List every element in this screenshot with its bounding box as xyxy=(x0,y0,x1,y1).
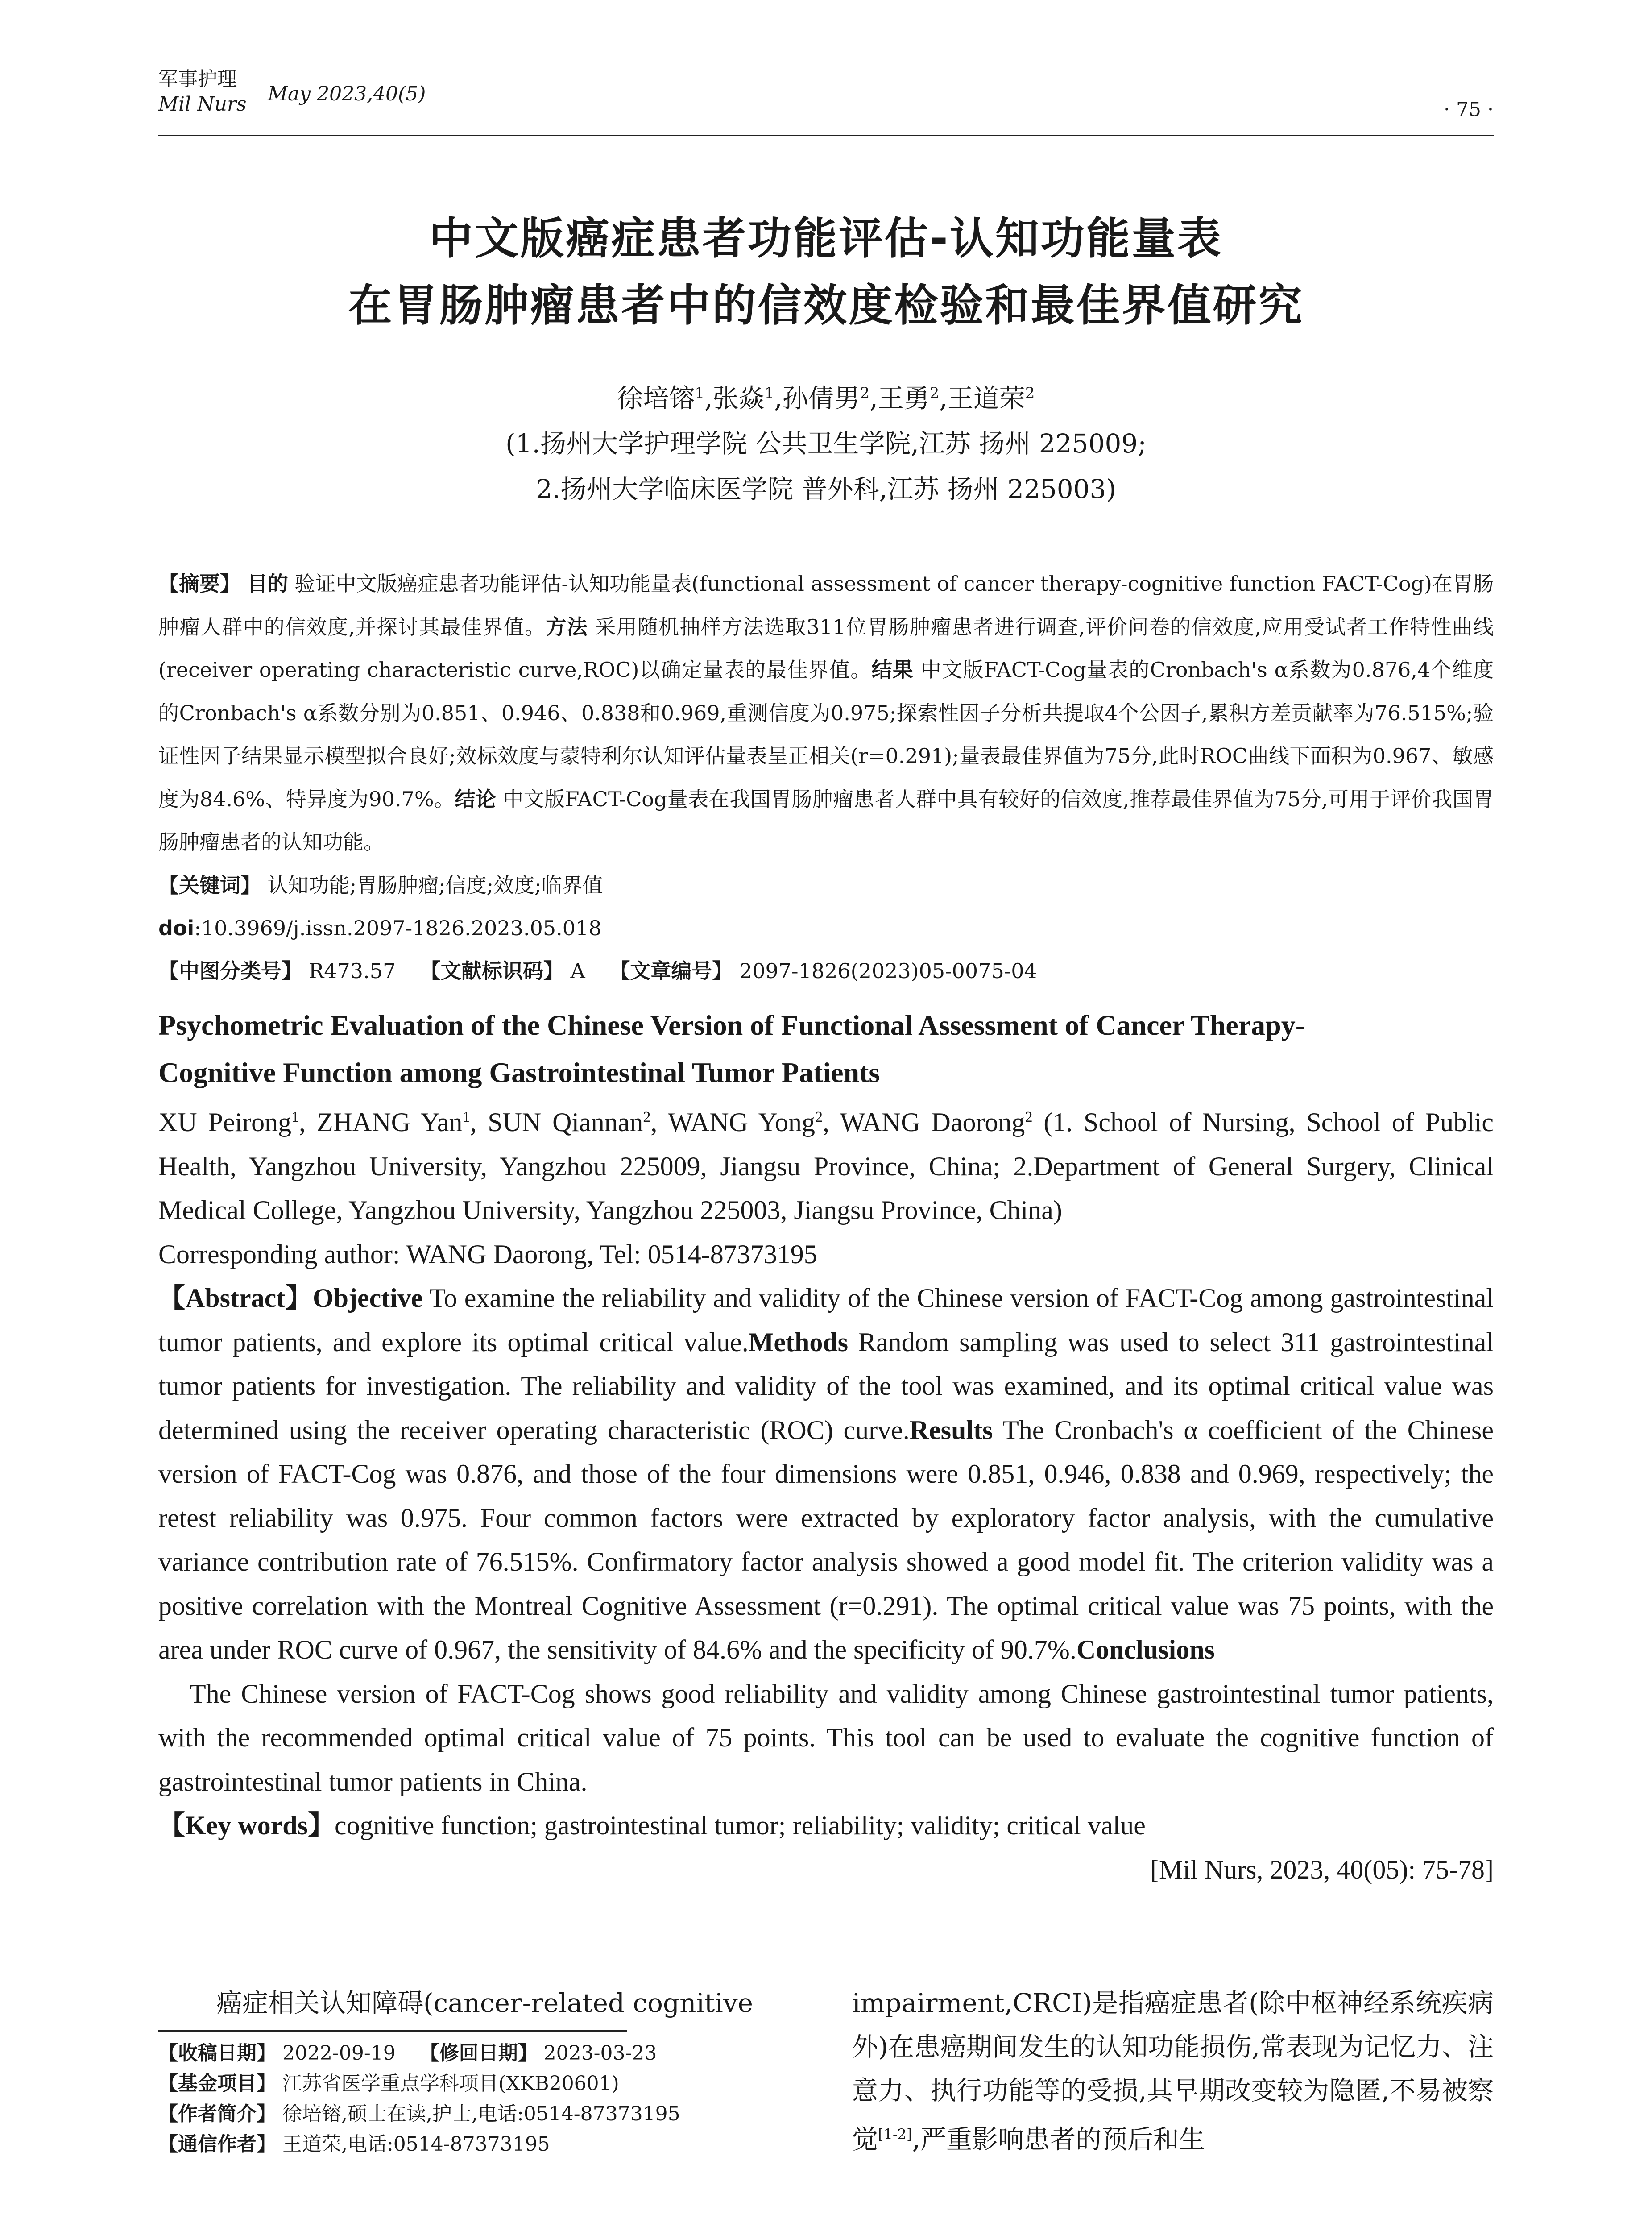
funding-line xyxy=(158,2069,828,2099)
journal-name xyxy=(158,67,247,117)
citation: [Mil Nurs, 2023, 40(05): 75-78] xyxy=(1150,1854,1494,1884)
keywords-en xyxy=(158,1804,1494,1848)
affiliations-en: (1. School of Nursing, School of Public Health, Yangzhou University, Yangzhou 225009, Jiangsu Province, China; 2.Department of General Surgery, Clinical Medical College, Yangzhou University, Yangzhou 225003, Jiangsu Province, China) xyxy=(158,1107,1494,1225)
title-line-1: 中文版癌症患者功能评估-认知功能量表 xyxy=(429,213,1223,264)
body-right-column xyxy=(852,1981,1494,2161)
revised-label: 【修回日期】 xyxy=(419,2042,538,2065)
author-sup: 2 xyxy=(929,384,940,402)
english-title-line-1: Psychometric Evaluation of the Chinese Version of Functional Assessment of Cancer Therapy- xyxy=(158,1009,1305,1041)
dates-line xyxy=(158,2038,828,2069)
objective-text: 验证中文版癌症患者功能评估-认知功能量表(functional assessment of cancer therapy-cognitive function FACT-Cog)在胃肠肿瘤人群中的信效度,并探讨其最佳界值。 xyxy=(158,572,1494,639)
author-en: WANG Yong xyxy=(668,1107,815,1137)
keywords-en-text: cognitive function; gastrointestinal tumor; reliability; validity; critical value xyxy=(334,1811,1146,1840)
reference-marker: [1-2] xyxy=(878,2126,912,2143)
english-title xyxy=(158,1002,1494,1096)
results-label: 结果 xyxy=(871,658,914,682)
keywords-en-label: 【Key words】 xyxy=(158,1811,335,1840)
author-name: 王道荣 xyxy=(947,383,1025,414)
author-en-sup: 2 xyxy=(1025,1109,1033,1125)
authors-en: XU Peirong$^1$, ZHANG Yan$^1$, SUN Qiannan$^2$, WANG Yong$^2$, WANG Daorong$^2$ (1. School of Nursing, School of Public Health, Yangzhou University, Yangzhou 225009, Jiangsu Province, China; 2.Department of General Surgery, Clinical Medical College, Yangzhou University, Yangzhou 225003, Jiangsu Province, China) xyxy=(158,1107,1494,1225)
author-name: 徐培镕 xyxy=(617,383,695,414)
results-en-label: Results xyxy=(909,1415,993,1445)
correspondence-line xyxy=(158,2129,828,2160)
author-sup: 2 xyxy=(1025,384,1035,402)
classification-line xyxy=(158,950,1494,992)
author-bio-text: 徐培镕,硕士在读,护士,电话:0514-87373195 xyxy=(282,2102,680,2125)
abstract-cn-label: 【摘要】 xyxy=(158,572,241,596)
funding-text: 江苏省医学重点学科项目(XKB20601) xyxy=(282,2072,619,2095)
article-no-label: 【文章编号】 xyxy=(609,958,733,983)
received-label: 【收稿日期】 xyxy=(158,2042,276,2065)
author-sup: 1 xyxy=(764,384,774,402)
footnotes xyxy=(158,2038,828,2160)
author-en-sup: 2 xyxy=(815,1109,823,1125)
objective-label: 目的 xyxy=(247,572,288,596)
author-name: 王勇 xyxy=(878,383,930,414)
methods-label: 方法 xyxy=(546,614,588,639)
article-title xyxy=(158,205,1494,339)
abstract-cn xyxy=(158,562,1494,992)
doi-line xyxy=(158,907,1494,950)
abstract-en-label: 【Abstract】 xyxy=(158,1283,313,1313)
methods-text: 采用随机抽样方法选取311位胃肠肿瘤患者进行调查,评价问卷的信效度,应用受试者工作特性曲线(receiver operating characteristic curve,ROC)以确定量表的最佳界值。 xyxy=(158,614,1494,682)
author-sup: 2 xyxy=(860,384,870,402)
conclusion-label: 结论 xyxy=(455,787,497,811)
affiliation-1: (1.扬州大学护理学院 公共卫生学院,江苏 扬州 225009; xyxy=(505,428,1147,459)
objective-en-label: Objective xyxy=(313,1283,423,1313)
correspondence-label: 【通信作者】 xyxy=(158,2133,276,2156)
page-number: · 75 · xyxy=(1444,98,1494,121)
abstract-en-block xyxy=(158,1095,1494,1891)
keywords-cn xyxy=(158,864,1494,907)
methods-en-text: Random sampling was used to select 311 gastrointestinal tumor patients for investigation. The reliability and validity of the tool was examined, and its optimal critical value was determined using the receiver operating characteristic (ROC) curve. xyxy=(158,1327,1494,1445)
author-names-cn: 徐培镕$^1$,张焱$^1$,孙倩男$^2$,王勇$^2$,王道荣$^2$ xyxy=(617,383,1035,414)
author-en-sup: 1 xyxy=(291,1109,299,1125)
header-rule xyxy=(158,135,1494,136)
issue-info: May 2023,40(5) xyxy=(268,83,426,105)
author-bio-label: 【作者简介】 xyxy=(158,2102,276,2125)
author-en-sup: 2 xyxy=(643,1109,651,1125)
keywords-cn-label: 【关键词】 xyxy=(158,873,261,897)
cls-value: R473.57 xyxy=(308,958,396,983)
corresponding-author: Corresponding author: WANG Daorong, Tel: 0514-87373195 xyxy=(158,1239,817,1269)
keywords-cn-text: 认知功能;胃肠肿瘤;信度;效度;临界值 xyxy=(267,873,603,897)
author-block-cn xyxy=(158,370,1494,512)
author-en-sup: 1 xyxy=(462,1109,470,1125)
footnote-rule xyxy=(158,2030,627,2032)
conclusions-en-label: Conclusions xyxy=(1076,1635,1215,1664)
results-en-text: The Cronbach's α coefficient of the Chinese version of FACT-Cog was 0.876, and those of the four dimensions were 0.851, 0.946, 0.838 and 0.969, respectively; the retest reliability was 0.975. Four common factors were extracted by exploratory factor analysis, with the cumulative variance contribution rate of 76.515%. Confirmatory factor analysis showed a good model fit. The criterion validity was a positive correlation with the Montreal Cognitive Assessment (r=0.291). The optimal critical value was 75 points, with the area under ROC curve of 0.967, the sensitivity of 84.6% and the specificity of 90.7%. xyxy=(158,1415,1494,1664)
journal-name-en: Mil Nurs xyxy=(158,93,247,116)
objective-en-text: To examine the reliability and validity of the Chinese version of FACT-Cog among gastrointestinal tumor patients, and explore its optimal critical value. xyxy=(158,1283,1494,1357)
cls-label: 【中图分类号】 xyxy=(158,958,302,983)
doc-code-label: 【文献标识码】 xyxy=(420,958,564,983)
doi-label: doi xyxy=(158,916,195,940)
body-right-text: impairment,CRCI)是指癌症患者(除中枢神经系统疾病外)在患癌期间发生的认知功能损伤,常表现为记忆力、注意力、执行功能等的受损,其早期改变较为隐匿,不易被察觉 xyxy=(852,1988,1494,2155)
results-text: 中文版FACT-Cog量表的Cronbach's α系数为0.876,4个维度的Cronbach's α系数分别为0.851、0.946、0.838和0.969,重测信度为0.975;探索性因子分析共提取4个公因子,累积方差贡献率为76.515%;验证性因子结果显示模型拟合良好;效标效度与蒙特利尔认知评估量表呈正相关(r=0.291);量表最佳界值为75分,此时ROC曲线下面积为0.967、敏感度为84.6%、特异度为90.7%。 xyxy=(158,658,1494,811)
abstract-en-body xyxy=(158,1276,1494,1672)
author-name: 孙倩男 xyxy=(782,383,860,414)
author-en: WANG Daorong xyxy=(840,1107,1025,1137)
methods-en-label: Methods xyxy=(748,1327,849,1357)
body-left-column: 癌症相关认知障碍(cancer-related cognitive xyxy=(216,1988,753,2018)
author-bio-line xyxy=(158,2099,828,2129)
author-sup: 1 xyxy=(695,384,705,402)
abstract-cn-body xyxy=(158,562,1494,864)
doc-code-value: A xyxy=(570,958,585,983)
conclusion-text: 中文版FACT-Cog量表在我国胃肠肿瘤患者人群中具有较好的信效度,推荐最佳界值为75分,可用于评价我国胃肠肿瘤患者的认知功能。 xyxy=(158,787,1494,854)
received-date: 2022-09-19 xyxy=(282,2042,396,2065)
revised-date: 2023-03-23 xyxy=(543,2042,657,2065)
author-name: 张焱 xyxy=(712,383,765,414)
english-title-line-2: Cognitive Function among Gastrointestinal Tumor Patients xyxy=(158,1057,880,1088)
title-line-2: 在胃肠肿瘤患者中的信效度检验和最佳界值研究 xyxy=(348,280,1304,331)
author-en: ZHANG Yan xyxy=(316,1107,463,1137)
body-right-text-end: ,严重影响患者的预后和生 xyxy=(912,2124,1205,2155)
article-no-value: 2097-1826(2023)05-0075-04 xyxy=(739,958,1037,983)
correspondence-text: 王道荣,电话:0514-87373195 xyxy=(282,2133,550,2156)
author-en: XU Peirong xyxy=(158,1107,292,1137)
funding-label: 【基金项目】 xyxy=(158,2072,276,2095)
author-en: SUN Qiannan xyxy=(488,1107,643,1137)
doi-text: :10.3969/j.issn.2097-1826.2023.05.018 xyxy=(194,916,602,940)
journal-name-cn: 军事护理 xyxy=(158,68,237,91)
affiliation-2: 2.扬州大学临床医学院 普外科,江苏 扬州 225003) xyxy=(535,474,1117,505)
conclusions-en-text: The Chinese version of FACT-Cog shows good reliability and validity among Chinese gastrointestinal tumor patients, with the recommended optimal critical value of 75 points. This tool can be used to evaluate the cognitive function of gastrointestinal tumor patients in China. xyxy=(158,1679,1494,1796)
